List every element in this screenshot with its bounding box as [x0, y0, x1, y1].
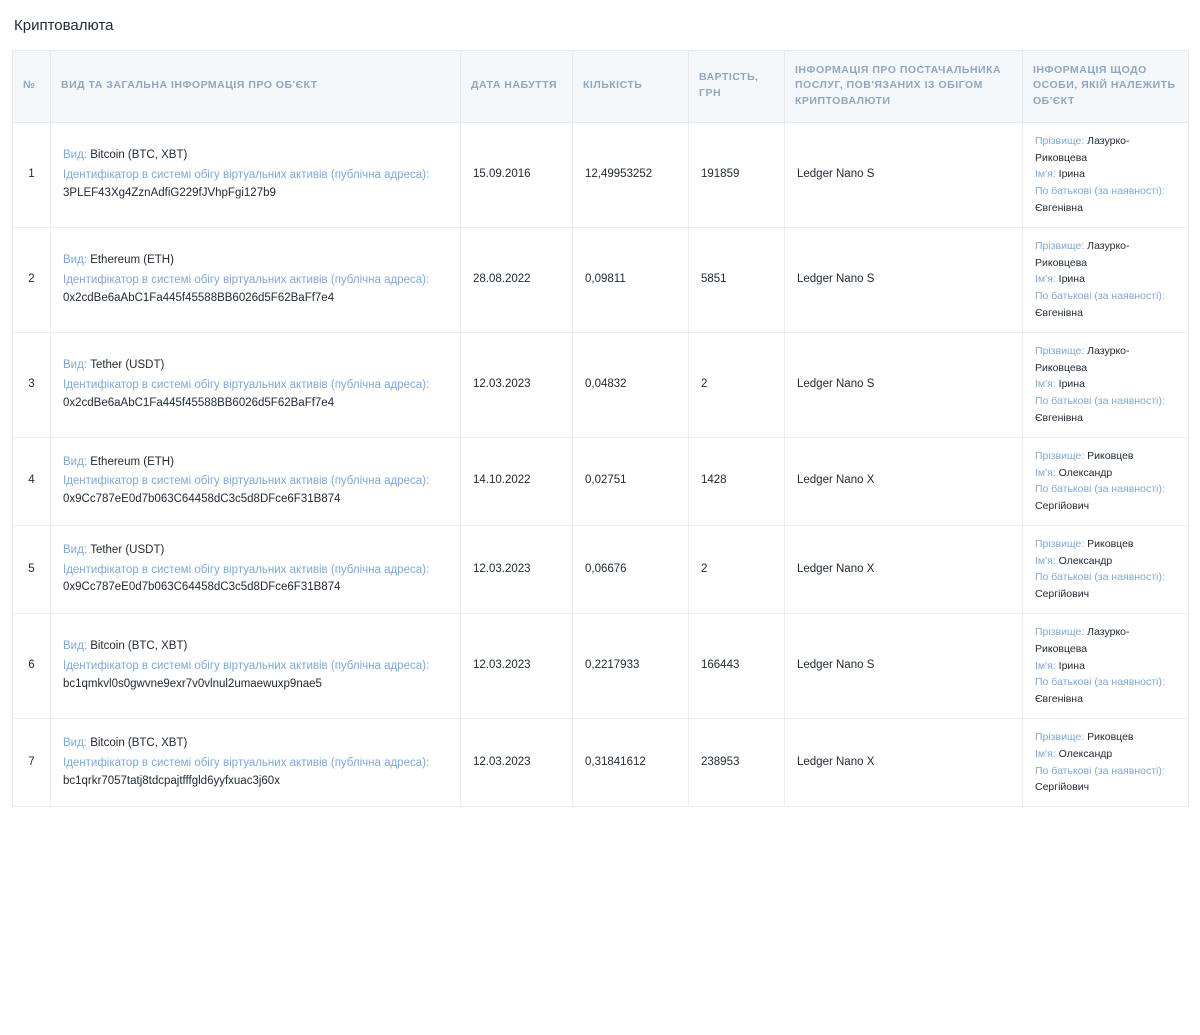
cell-value-uah: 166443 — [689, 614, 785, 719]
value-patronymic: Євгенівна — [1035, 411, 1083, 424]
cell-acquisition-date: 12.03.2023 — [461, 719, 573, 807]
value-patronymic: Сергійович — [1035, 781, 1090, 794]
label-surname: Прізвище: — [1035, 239, 1085, 252]
value-address: 0x2cdBe6aAbC1Fa445f45588BB6026d5F62BaFf7e4 — [63, 396, 335, 409]
cell-quantity: 12,49953252 — [573, 122, 689, 227]
object-address-line — [63, 658, 448, 694]
object-address-line — [63, 167, 448, 203]
owner-name-row — [1035, 166, 1176, 183]
object-kind-line — [63, 147, 448, 165]
label-patronymic: По батькові (за наявності): — [1035, 571, 1165, 584]
object-address-line — [63, 377, 448, 413]
cell-object-info — [51, 227, 461, 332]
label-identifier: Ідентифікатор в системі обігу віртуальних активів (публічна адреса): — [63, 378, 430, 391]
owner-name-row — [1035, 746, 1176, 763]
label-name: Ім'я: — [1035, 659, 1056, 672]
cell-quantity: 0,06676 — [573, 525, 689, 613]
column-header-number: № — [13, 50, 51, 122]
owner-patronymic-row — [1035, 183, 1176, 217]
owner-surname-row — [1035, 624, 1176, 658]
label-surname: Прізвище: — [1035, 449, 1085, 462]
owner-name-row — [1035, 465, 1176, 482]
cell-provider: Ledger Nano S — [785, 227, 1023, 332]
cell-row-number: 5 — [13, 525, 51, 613]
label-surname: Прізвище: — [1035, 134, 1085, 147]
cell-owner-info — [1023, 614, 1189, 719]
cell-provider: Ledger Nano S — [785, 614, 1023, 719]
table-row — [13, 719, 1189, 807]
owner-surname-row — [1035, 343, 1176, 377]
value-patronymic: Євгенівна — [1035, 201, 1083, 214]
label-kind: Вид: — [63, 358, 87, 371]
table-row — [13, 525, 1189, 613]
label-kind: Вид: — [63, 149, 87, 162]
cell-row-number: 6 — [13, 614, 51, 719]
cell-owner-info — [1023, 332, 1189, 437]
owner-patronymic-row — [1035, 481, 1176, 515]
value-surname: Лазурко-Риковцева — [1035, 344, 1130, 374]
value-name: Олександр — [1055, 466, 1113, 479]
label-identifier: Ідентифікатор в системі обігу віртуальних активів (публічна адреса): — [63, 756, 430, 769]
label-surname: Прізвище: — [1035, 537, 1085, 550]
object-kind-line — [63, 357, 448, 375]
cell-value-uah: 191859 — [689, 122, 785, 227]
owner-patronymic-row — [1035, 569, 1176, 603]
table-row — [13, 227, 1189, 332]
label-surname: Прізвище: — [1035, 731, 1085, 744]
owner-name-row — [1035, 658, 1176, 675]
value-address: 3PLEF43Xg4ZznAdfiG229fJVhpFgi127b9 — [63, 186, 276, 199]
cell-owner-info — [1023, 719, 1189, 807]
owner-name-row — [1035, 376, 1176, 393]
cell-acquisition-date: 28.08.2022 — [461, 227, 573, 332]
cell-provider: Ledger Nano X — [785, 719, 1023, 807]
owner-surname-row — [1035, 729, 1176, 746]
value-name: Ірина — [1055, 168, 1085, 181]
label-kind: Вид: — [63, 736, 87, 749]
label-name: Ім'я: — [1035, 554, 1056, 567]
cell-provider: Ledger Nano X — [785, 525, 1023, 613]
value-name: Ірина — [1055, 273, 1085, 286]
cell-value-uah: 238953 — [689, 719, 785, 807]
value-surname: Риковцев — [1084, 449, 1134, 462]
value-surname: Лазурко-Риковцева — [1035, 239, 1130, 269]
cell-acquisition-date: 12.03.2023 — [461, 332, 573, 437]
cell-value-uah: 2 — [689, 332, 785, 437]
object-kind-line — [63, 542, 448, 560]
label-patronymic: По батькові (за наявності): — [1035, 676, 1165, 689]
column-header-owner: ІНФОРМАЦІЯ ЩОДО ОСОБИ, ЯКІЙ НАЛЕЖИТЬ ОБ'ЄКТ — [1023, 50, 1189, 122]
cell-object-info — [51, 122, 461, 227]
label-patronymic: По батькові (за наявності): — [1035, 483, 1165, 496]
owner-surname-row — [1035, 448, 1176, 465]
label-name: Ім'я: — [1035, 466, 1056, 479]
cell-row-number: 4 — [13, 437, 51, 525]
cell-value-uah: 2 — [689, 525, 785, 613]
cell-object-info — [51, 437, 461, 525]
label-kind: Вид: — [63, 455, 87, 468]
value-surname: Лазурко-Риковцева — [1035, 134, 1130, 164]
cell-acquisition-date: 15.09.2016 — [461, 122, 573, 227]
cell-owner-info — [1023, 525, 1189, 613]
object-address-line — [63, 272, 448, 308]
value-name: Ірина — [1055, 659, 1085, 672]
value-name: Олександр — [1055, 554, 1113, 567]
label-identifier: Ідентифікатор в системі обігу віртуальних активів (публічна адреса): — [63, 273, 430, 286]
table-header — [13, 50, 1189, 122]
cell-owner-info — [1023, 122, 1189, 227]
cell-acquisition-date: 14.10.2022 — [461, 437, 573, 525]
owner-patronymic-row — [1035, 674, 1176, 708]
value-kind: Ethereum (ETH) — [87, 455, 174, 468]
label-identifier: Ідентифікатор в системі обігу віртуальних активів (публічна адреса): — [63, 563, 430, 576]
label-identifier: Ідентифікатор в системі обігу віртуальних активів (публічна адреса): — [63, 475, 430, 488]
cell-row-number: 3 — [13, 332, 51, 437]
cell-row-number: 1 — [13, 122, 51, 227]
owner-block — [1035, 343, 1176, 427]
cell-quantity: 0,02751 — [573, 437, 689, 525]
object-kind-line — [63, 735, 448, 753]
cell-provider: Ledger Nano S — [785, 332, 1023, 437]
label-kind: Вид: — [63, 254, 87, 266]
object-address-line — [63, 755, 448, 791]
cell-provider: Ledger Nano X — [785, 437, 1023, 525]
owner-block — [1035, 729, 1176, 796]
table-row — [13, 122, 1189, 227]
owner-surname-row — [1035, 133, 1176, 167]
value-patronymic: Сергійович — [1035, 500, 1090, 513]
cell-acquisition-date: 12.03.2023 — [461, 614, 573, 719]
value-name: Ірина — [1055, 378, 1085, 391]
column-header-provider: ІНФОРМАЦІЯ ПРО ПОСТАЧАЛЬНИКА ПОСЛУГ, ПОВ'ЯЗАНИХ ІЗ ОБІГОМ КРИПТОВАЛЮТИ — [785, 50, 1023, 122]
object-kind-line — [63, 252, 448, 270]
label-name: Ім'я: — [1035, 378, 1056, 391]
value-address: 0x9Cc787eE0d7b063C64458dC3c5d8DFce6F31B874 — [63, 493, 341, 506]
label-patronymic: По батькові (за наявності): — [1035, 395, 1165, 408]
object-kind-line — [63, 638, 448, 656]
page-title: Криптовалюта — [14, 17, 114, 34]
table-row — [13, 614, 1189, 719]
label-patronymic: По батькові (за наявності): — [1035, 290, 1165, 303]
cell-object-info — [51, 332, 461, 437]
value-kind: Ethereum (ETH) — [87, 254, 174, 266]
cell-owner-info — [1023, 227, 1189, 332]
cell-quantity: 0,09811 — [573, 227, 689, 332]
value-address: 0x9Cc787eE0d7b063C64458dC3c5d8DFce6F31B874 — [63, 581, 341, 594]
label-surname: Прізвище: — [1035, 344, 1085, 357]
value-surname: Лазурко-Риковцева — [1035, 626, 1130, 655]
object-address-line — [63, 473, 448, 509]
label-name: Ім'я: — [1035, 168, 1056, 181]
label-patronymic: По батькові (за наявності): — [1035, 185, 1165, 198]
cell-object-info — [51, 719, 461, 807]
object-kind-line — [63, 454, 448, 472]
cell-row-number: 2 — [13, 227, 51, 332]
value-patronymic: Євгенівна — [1035, 306, 1083, 319]
column-header-quantity: КІЛЬКІСТЬ — [573, 50, 689, 122]
value-surname: Риковцев — [1084, 537, 1134, 550]
value-address: bc1qrkr7057tatj8tdcpajtfffgld6yyfxuac3j60x — [63, 774, 280, 787]
value-kind: Bitcoin (BTC, XBT) — [87, 736, 188, 749]
table-header-row — [13, 50, 1189, 122]
cell-quantity: 0,04832 — [573, 332, 689, 437]
owner-name-row — [1035, 271, 1176, 288]
crypto-assets-table — [12, 50, 1189, 808]
owner-name-row — [1035, 553, 1176, 570]
label-name: Ім'я: — [1035, 747, 1056, 760]
label-kind: Вид: — [63, 543, 87, 556]
owner-block — [1035, 133, 1176, 217]
cell-object-info — [51, 614, 461, 719]
value-surname: Риковцев — [1084, 731, 1134, 744]
cell-row-number: 7 — [13, 719, 51, 807]
value-name: Олександр — [1055, 747, 1113, 760]
value-kind: Tether (USDT) — [87, 358, 165, 371]
label-patronymic: По батькові (за наявності): — [1035, 764, 1165, 777]
label-surname: Прізвище: — [1035, 626, 1085, 639]
owner-patronymic-row — [1035, 288, 1176, 322]
owner-patronymic-row — [1035, 393, 1176, 427]
column-header-value: ВАРТІСТЬ, ГРН — [689, 50, 785, 122]
value-patronymic: Євгенівна — [1035, 693, 1083, 706]
table-body — [13, 122, 1189, 807]
column-header-date: ДАТА НАБУТТЯ — [461, 50, 573, 122]
cell-value-uah: 5851 — [689, 227, 785, 332]
owner-surname-row — [1035, 238, 1176, 272]
value-kind: Tether (USDT) — [87, 543, 165, 556]
label-identifier: Ідентифікатор в системі обігу віртуальних активів (публічна адреса): — [63, 168, 430, 181]
cell-acquisition-date: 12.03.2023 — [461, 525, 573, 613]
cell-provider: Ledger Nano S — [785, 122, 1023, 227]
value-address: bc1qmkvl0s0gwvne9exr7v0vlnul2umaewuxp9nae5 — [63, 677, 322, 690]
cell-object-info — [51, 525, 461, 613]
cell-value-uah: 1428 — [689, 437, 785, 525]
label-identifier: Ідентифікатор в системі обігу віртуальних активів (публічна адреса): — [63, 660, 430, 673]
label-name: Ім'я: — [1035, 273, 1056, 286]
owner-surname-row — [1035, 536, 1176, 553]
value-kind: Bitcoin (BTC, XBT) — [87, 149, 188, 162]
owner-block — [1035, 536, 1176, 603]
owner-block — [1035, 624, 1176, 708]
owner-block — [1035, 448, 1176, 515]
label-kind: Вид: — [63, 640, 87, 653]
cell-quantity: 0,31841612 — [573, 719, 689, 807]
cell-owner-info — [1023, 437, 1189, 525]
value-address: 0x2cdBe6aAbC1Fa445f45588BB6026d5F62BaFf7e4 — [63, 291, 335, 304]
table-row — [13, 332, 1189, 437]
object-address-line — [63, 562, 448, 598]
column-header-object: ВИД ТА ЗАГАЛЬНА ІНФОРМАЦІЯ ПРО ОБ'ЄКТ — [51, 50, 461, 122]
value-kind: Bitcoin (BTC, XBT) — [87, 640, 188, 653]
owner-block — [1035, 238, 1176, 322]
owner-patronymic-row — [1035, 763, 1176, 797]
cell-quantity: 0,2217933 — [573, 614, 689, 719]
table-row — [13, 437, 1189, 525]
value-patronymic: Сергійович — [1035, 588, 1090, 601]
